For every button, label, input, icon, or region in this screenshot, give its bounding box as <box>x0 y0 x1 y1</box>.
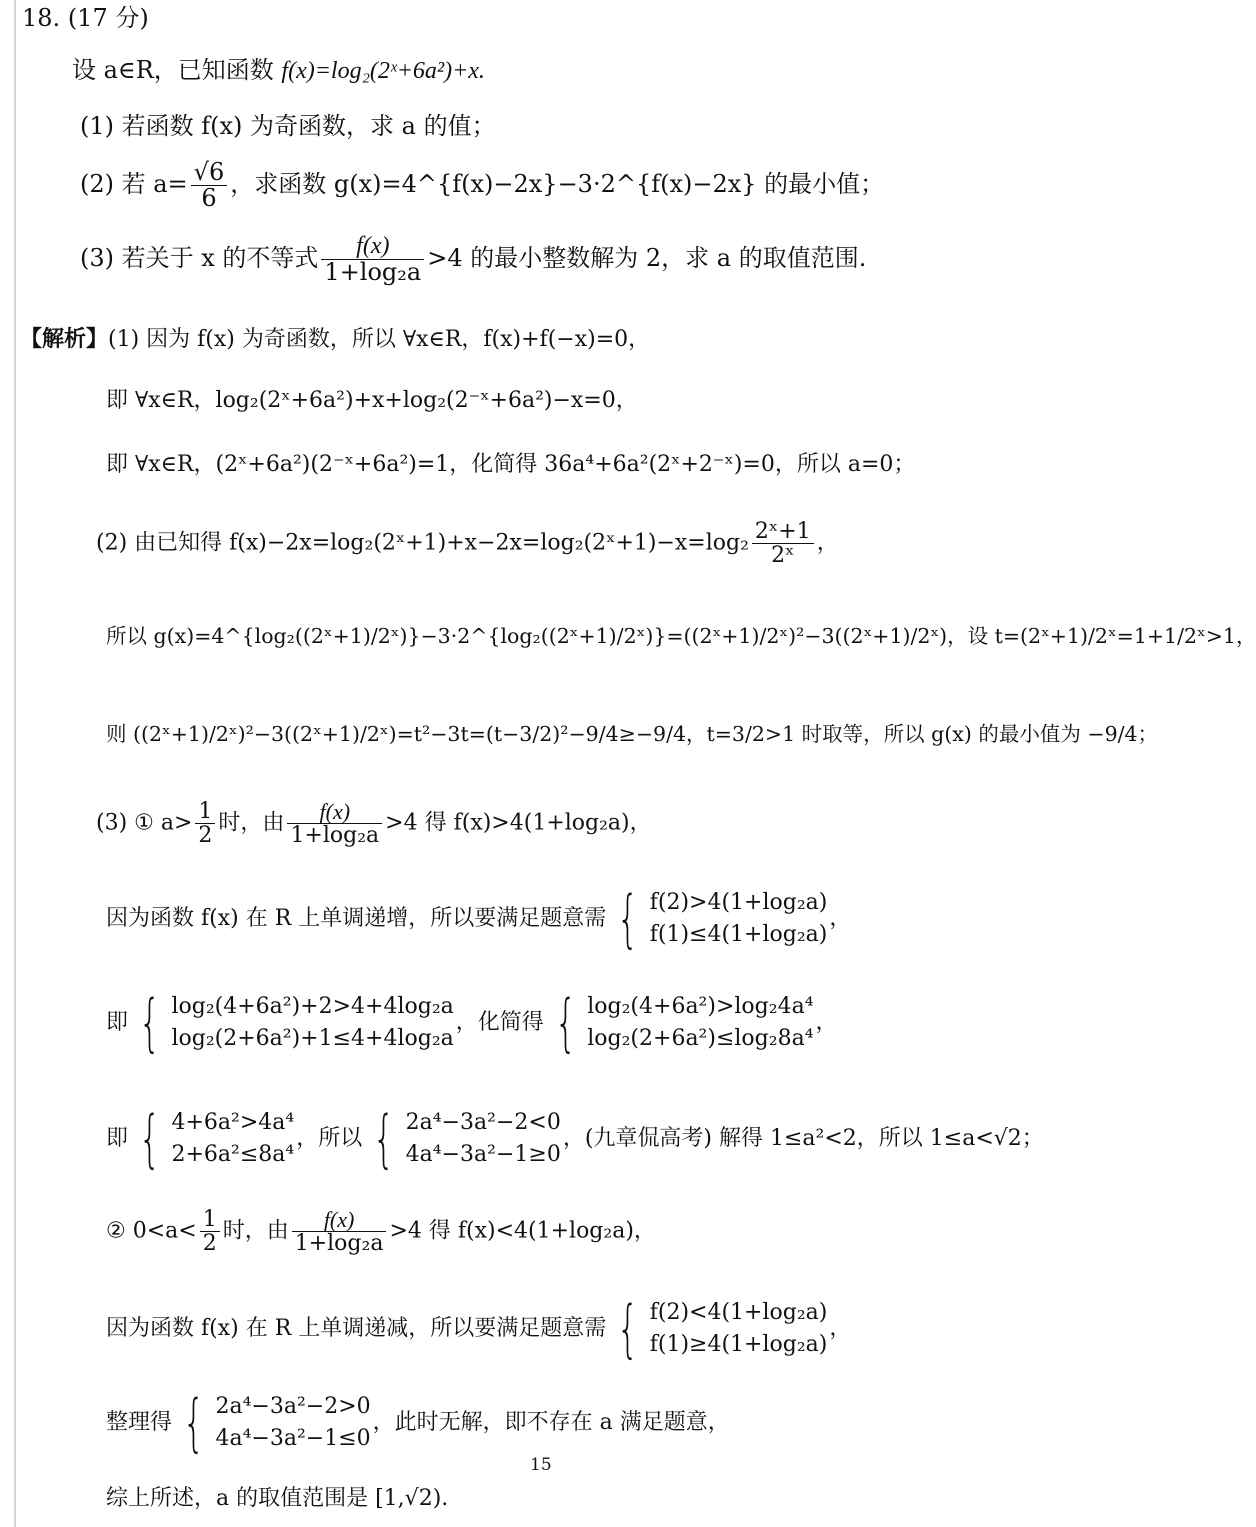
system-1-row-1: f(2)>4(1+log₂a) <box>649 889 828 915</box>
solution-part2-line2: 所以 g(x)=4^{log₂((2ˣ+1)/2ˣ)}−3·2^{log₂((2ˣ+1)/2ˣ)}=((2ˣ+1)/2ˣ)²−3((2ˣ+1)/2ˣ)，设 t=(2ˣ+1)/2ˣ=1+1/2ˣ>1， <box>106 624 1256 648</box>
part2-prefix: (2) 若 a= <box>80 170 188 199</box>
system-4 <box>130 1102 295 1175</box>
problem-number: 18. <box>22 4 61 32</box>
solution-label: 【解析】 <box>20 326 109 352</box>
system-2-row-2: log₂(2+6a²)+1≤4+4log₂a <box>171 1026 454 1051</box>
part2-frac-num: √6 <box>193 158 225 186</box>
s2-line1-suffix: ， <box>816 530 839 556</box>
system-6-row-1: f(2)<4(1+log₂a) <box>649 1299 828 1325</box>
s3-inc-comma: ， <box>829 906 852 931</box>
problem-stem <box>72 56 485 86</box>
s2-line1-frac-num: 2ˣ+1 <box>754 519 811 544</box>
solution-part2-line1 <box>96 520 839 567</box>
solution-part2-line3: 则 ((2ˣ+1)/2ˣ)²−3((2ˣ+1)/2ˣ)=t²−3t=(t−3/2)²−9/4≥−9/4，t=3/2>1 时取等，所以 g(x) 的最小值为 −9/4； <box>106 722 1159 746</box>
solution-part1-line1 <box>20 326 650 353</box>
brace-icon: { <box>617 882 639 955</box>
system-3-row-2: log₂(2+6a²)≤log₂8a⁴ <box>587 1026 814 1051</box>
solution-part1-line2: 即 ∀x∈R，log₂(2ˣ+6a²)+x+log₂(2⁻ˣ+6a²)−x=0， <box>106 388 638 413</box>
part3-frac-den: 1+log₂a <box>321 259 424 285</box>
s2-line1-fraction <box>752 520 814 567</box>
s3-case2-frac-den: 1+log₂a <box>292 1231 387 1255</box>
s3-ji-2: 即 <box>106 1126 129 1151</box>
s2-line1-prefix: (2) 由已知得 f(x)−2x=log₂(2ˣ+1)+x−2x=log₂(2ˣ+1)−x=log₂ <box>96 530 749 556</box>
s3-log-comma: ， <box>815 1010 838 1035</box>
brace-icon: { <box>617 1292 639 1365</box>
stem-prefix: 设 a∈R，已知函数 <box>72 56 274 84</box>
solution-part3-decreasing <box>106 1292 852 1365</box>
system-2-row-1: log₂(4+6a²)+2>4+4log₂a <box>171 993 454 1019</box>
s3-arrange-label: 整理得 <box>106 1410 173 1435</box>
system-7-row-1: 2a⁴−3a²−2>0 <box>215 1393 371 1419</box>
part3-suffix: >4 的最小整数解为 2，求 a 的取值范围. <box>427 244 867 273</box>
s3-case2-prefix: ② 0<a< <box>106 1218 197 1244</box>
problem-part2 <box>80 160 884 211</box>
s3-no-solution: ，此时无解，即不存在 a 满足题意， <box>372 1410 730 1435</box>
s3-case1-mid: 时，由 <box>218 810 285 836</box>
s3-ji-1: 即 <box>106 1010 129 1035</box>
s3-case1-half-den: 2 <box>195 823 215 847</box>
s3-case2-suffix: >4 得 f(x)<4(1+log₂a)， <box>389 1218 656 1244</box>
solution-part3-log-systems <box>106 986 838 1059</box>
solution-part3-arrange <box>106 1386 730 1459</box>
part3-fraction <box>321 234 424 285</box>
solution-part1-line3: 即 ∀x∈R，(2ˣ+6a²)(2⁻ˣ+6a²)=1，化简得 36a⁴+6a²(2ˣ+2⁻ˣ)=0，所以 a=0； <box>106 452 916 477</box>
s3-case2-half-num: 1 <box>202 1207 217 1232</box>
s3-solve: ，(九章侃高考) 解得 1≤a²<2，所以 1≤a<√2； <box>562 1126 1044 1151</box>
brace-icon: { <box>138 986 161 1059</box>
system-3 <box>546 986 814 1059</box>
solution-part3-case2 <box>106 1208 656 1255</box>
problem-points: (17 分) <box>67 4 149 32</box>
part2-suffix: ，求函数 g(x)=4^{f(x)−2x}−3·2^{f(x)−2x} 的最小值； <box>230 170 885 199</box>
stem-function: f(x)=log₂(2ˣ+6a²)+x. <box>281 58 485 84</box>
system-5-row-2: 4a⁴−3a²−1≥0 <box>405 1142 561 1167</box>
solution-part3-increasing <box>106 882 852 955</box>
brace-icon: { <box>554 986 577 1059</box>
s3-case1-frac-num: f(x) <box>319 799 351 824</box>
s3-case2-frac-num: f(x) <box>323 1207 355 1232</box>
solution-part3-poly-systems <box>106 1102 1044 1175</box>
s3-case1-half-num: 1 <box>198 799 213 824</box>
system-7-row-2: 4a⁴−3a²−1≤0 <box>215 1426 371 1451</box>
page-edge-shadow <box>14 0 16 1527</box>
part2-frac-den: 6 <box>191 185 228 211</box>
s3-mono-dec-text: 因为函数 f(x) 在 R 上单调递减，所以要满足题意需 <box>106 1316 607 1341</box>
solution-conclusion: 综上所述，a 的取值范围是 [1,√2). <box>106 1486 449 1511</box>
brace-icon: { <box>182 1386 205 1459</box>
system-5-row-1: 2a⁴−3a²−2<0 <box>405 1109 561 1135</box>
system-1 <box>608 882 828 955</box>
s2-line1-frac-den: 2ˣ <box>752 543 814 567</box>
part3-prefix: (3) 若关于 x 的不等式 <box>80 244 319 273</box>
system-1-row-2: f(1)≤4(1+log₂a) <box>649 922 828 947</box>
problem-header <box>22 4 149 33</box>
system-4-row-1: 4+6a²>4a⁴ <box>171 1109 295 1135</box>
part3-frac-num: f(x) <box>356 233 390 259</box>
s3-case1-prefix: (3) ① a> <box>96 810 193 836</box>
system-6-row-2: f(1)≥4(1+log₂a) <box>649 1332 828 1357</box>
system-3-row-1: log₂(4+6a²)>log₂4a⁴ <box>587 993 814 1019</box>
s3-simplify: ，化简得 <box>455 1010 544 1035</box>
s3-case1-frac-den: 1+log₂a <box>287 823 382 847</box>
brace-icon: { <box>138 1102 161 1175</box>
brace-icon: { <box>373 1102 395 1175</box>
part2-fraction <box>191 160 228 211</box>
s3-case1-half <box>195 800 215 847</box>
system-2 <box>130 986 454 1059</box>
s3-case2-fraction <box>292 1208 387 1255</box>
page-number: 15 <box>530 1455 552 1475</box>
s3-suoyi: ，所以 <box>296 1126 363 1151</box>
system-5 <box>364 1102 561 1175</box>
s3-dec-comma: ， <box>829 1316 852 1341</box>
s1-line1-text: (1) 因为 f(x) 为奇函数，所以 ∀x∈R，f(x)+f(−x)=0， <box>108 327 651 352</box>
s3-case1-fraction <box>287 800 382 847</box>
s3-mono-inc-text: 因为函数 f(x) 在 R 上单调递增，所以要满足题意需 <box>106 906 607 931</box>
system-6 <box>608 1292 828 1365</box>
system-7 <box>174 1386 371 1459</box>
problem-part1: (1) 若函数 f(x) 为奇函数，求 a 的值； <box>80 112 496 140</box>
s3-case2-half-den: 2 <box>200 1231 220 1255</box>
system-4-row-2: 2+6a²≤8a⁴ <box>171 1142 295 1167</box>
solution-part3-case1 <box>96 800 652 847</box>
problem-part3 <box>80 234 866 285</box>
s3-case1-suffix: >4 得 f(x)>4(1+log₂a)， <box>385 810 652 836</box>
s3-case2-half <box>200 1208 220 1255</box>
s3-case2-mid: 时，由 <box>222 1218 289 1244</box>
